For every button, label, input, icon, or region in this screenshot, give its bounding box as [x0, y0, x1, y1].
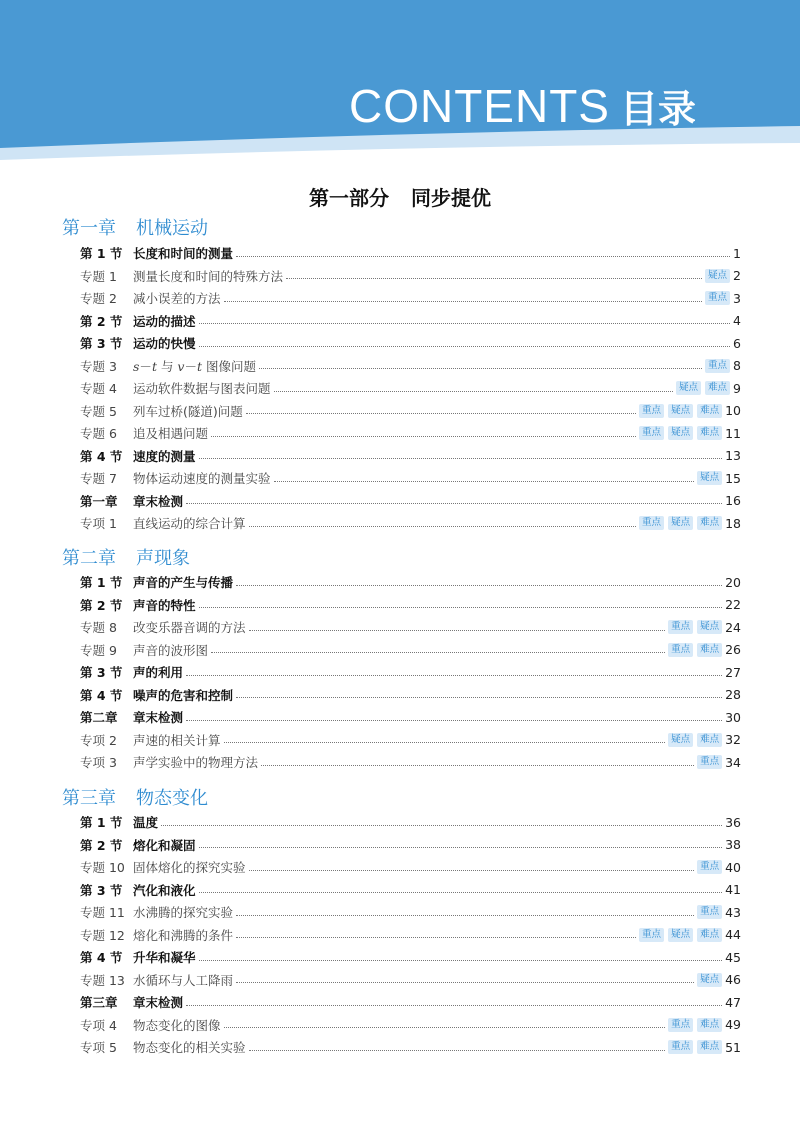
entry-number: 第二章	[80, 710, 118, 725]
toc-entry[interactable]	[80, 356, 741, 376]
entry-title: 改变乐器音调的方法	[133, 620, 246, 635]
dot-leader	[236, 585, 722, 586]
chapter-label: 第二章	[62, 548, 116, 569]
entry-number: 专题 1	[80, 268, 117, 284]
entry-tags	[697, 755, 722, 769]
page-number: 36	[725, 814, 741, 830]
page-number: 2	[733, 268, 741, 283]
entry-title: 声速的相关计算	[133, 732, 221, 748]
difficulty-tag: 重点	[639, 928, 664, 942]
difficulty-tag: 重点	[639, 516, 664, 530]
difficulty-tag: 疑点	[668, 404, 693, 418]
entry-number: 专题 4	[80, 381, 117, 396]
entry-title: 声音的波形图	[133, 642, 209, 658]
toc-entry[interactable]	[80, 423, 741, 443]
page-number: 28	[725, 687, 741, 702]
dot-leader	[249, 526, 637, 527]
page-number: 4	[733, 313, 741, 328]
page-number: 18	[725, 515, 741, 531]
entry-tags	[705, 359, 730, 373]
entry-tags	[705, 269, 730, 283]
page-number: 41	[725, 882, 741, 897]
entry-title: 声音的特性	[133, 597, 196, 613]
difficulty-tag: 重点	[668, 643, 693, 657]
difficulty-tag: 重点	[668, 1040, 693, 1054]
dot-leader	[161, 825, 722, 826]
difficulty-tag: 难点	[697, 733, 722, 747]
page-number: 9	[733, 380, 741, 396]
chapter-heading	[62, 784, 208, 810]
dot-leader	[199, 458, 723, 459]
entry-number: 第 3 节	[80, 336, 123, 351]
chapter-label: 第三章	[62, 788, 116, 809]
page-number: 10	[725, 403, 741, 418]
toc-entry[interactable]	[80, 970, 741, 990]
toc-entry[interactable]	[80, 707, 741, 727]
entry-tags	[668, 733, 722, 747]
entry-tags	[639, 516, 722, 530]
difficulty-tag: 难点	[697, 928, 722, 942]
entry-tags	[668, 1018, 722, 1032]
contents-title	[349, 78, 696, 133]
entry-number: 专项 2	[80, 732, 117, 748]
entry-title: s－t 与 v－t 图像问题	[133, 358, 257, 374]
page-number: 32	[725, 732, 741, 747]
page-number: 3	[733, 290, 741, 306]
difficulty-tag: 难点	[697, 404, 722, 418]
difficulty-tag: 疑点	[697, 973, 722, 987]
page-number: 45	[725, 949, 741, 965]
page-number: 26	[725, 642, 741, 657]
entry-title: 物态变化的相关实验	[133, 1040, 246, 1055]
dot-leader	[199, 892, 723, 893]
entry-tags	[639, 426, 722, 440]
dot-leader	[236, 915, 694, 916]
entry-title: 水沸腾的探究实验	[133, 905, 234, 920]
dot-leader	[259, 368, 702, 369]
toc-entry[interactable]	[80, 288, 741, 308]
toc-entry[interactable]	[80, 992, 741, 1012]
page-number: 15	[725, 470, 741, 486]
difficulty-tag: 难点	[697, 516, 722, 530]
difficulty-tag: 疑点	[697, 471, 722, 485]
dot-leader	[199, 847, 723, 848]
page-number: 44	[725, 927, 741, 942]
difficulty-tag: 重点	[705, 359, 730, 373]
page-number: 6	[733, 335, 741, 351]
toc-entry[interactable]	[80, 947, 741, 967]
entry-title: 章末检测	[133, 995, 184, 1010]
toc-entry[interactable]	[80, 640, 741, 660]
entry-title: 物态变化的图像	[133, 1017, 221, 1033]
dot-leader	[236, 697, 722, 698]
toc-entry[interactable]	[80, 378, 741, 398]
toc-entry[interactable]	[80, 243, 741, 263]
chapter-name: 声现象	[136, 548, 190, 569]
toc-entry[interactable]	[80, 401, 741, 421]
difficulty-tag: 疑点	[697, 620, 722, 634]
page-number: 16	[725, 493, 741, 508]
entry-tags	[697, 905, 722, 919]
page-number: 40	[725, 859, 741, 875]
entry-tags	[697, 471, 722, 485]
difficulty-tag: 难点	[705, 381, 730, 395]
difficulty-tag: 重点	[697, 755, 722, 769]
entry-tags	[639, 404, 722, 418]
entry-number: 专项 5	[80, 1040, 117, 1055]
entry-title: 熔化和沸腾的条件	[133, 927, 234, 943]
entry-number: 专题 10	[80, 860, 125, 875]
toc-entry[interactable]	[80, 835, 741, 855]
toc-entry[interactable]	[80, 468, 741, 488]
difficulty-tag: 疑点	[668, 928, 693, 942]
entry-number: 第 4 节	[80, 687, 123, 703]
page-number: 8	[733, 358, 741, 373]
toc-entry[interactable]	[80, 662, 741, 682]
entry-title: 熔化和凝固	[133, 837, 196, 853]
dot-leader	[274, 391, 674, 392]
dot-leader	[199, 323, 731, 324]
page-number: 11	[725, 425, 741, 441]
dot-leader	[236, 937, 636, 938]
entry-number: 第 2 节	[80, 313, 123, 329]
difficulty-tag: 难点	[697, 643, 722, 657]
difficulty-tag: 重点	[697, 905, 722, 919]
dot-leader	[261, 765, 694, 766]
toc-entry[interactable]	[80, 880, 741, 900]
entry-title: 速度的测量	[133, 448, 196, 464]
entry-title: 噪声的危害和控制	[133, 687, 234, 703]
entry-number: 专题 9	[80, 642, 117, 658]
entry-tags	[668, 620, 722, 634]
entry-title: 汽化和液化	[133, 882, 196, 898]
dot-leader	[236, 982, 694, 983]
toc-entry[interactable]	[80, 446, 741, 466]
page-number: 30	[725, 709, 741, 725]
toc-entry[interactable]	[80, 266, 741, 286]
entry-number: 专项 1	[80, 516, 117, 531]
entry-number: 第 1 节	[80, 575, 123, 590]
dot-leader	[249, 1050, 666, 1051]
toc-entry[interactable]	[80, 685, 741, 705]
entry-title: 声的利用	[133, 665, 184, 680]
difficulty-tag: 重点	[639, 426, 664, 440]
toc-entry[interactable]	[80, 1037, 741, 1057]
entry-title: 长度和时间的测量	[133, 246, 234, 261]
entry-tags	[697, 973, 722, 987]
entry-title: 追及相遇问题	[133, 426, 209, 441]
entry-title: 章末检测	[133, 493, 184, 509]
entry-number: 第一章	[80, 493, 118, 509]
entry-title: 减小误差的方法	[133, 291, 221, 306]
chapter-label: 第一章	[62, 218, 116, 239]
entry-number: 专题 2	[80, 291, 117, 306]
dot-leader	[186, 675, 722, 676]
page-number: 34	[725, 754, 741, 770]
dot-leader	[211, 436, 636, 437]
dot-leader	[224, 742, 666, 743]
toc-entry[interactable]	[80, 1015, 741, 1035]
entry-number: 专题 13	[80, 972, 125, 988]
entry-title: 温度	[133, 815, 159, 830]
page-number: 13	[725, 448, 741, 463]
part-name: 同步提优	[411, 186, 491, 210]
contents-title-zh: 目录	[619, 87, 696, 131]
dot-leader	[249, 870, 695, 871]
entry-number: 专项 3	[80, 755, 117, 770]
page-number: 47	[725, 994, 741, 1010]
entry-title: 物体运动速度的测量实验	[133, 471, 271, 486]
chapter-name: 机械运动	[136, 218, 208, 239]
entry-number: 第 1 节	[80, 815, 123, 830]
entry-number: 第 3 节	[80, 665, 123, 680]
entry-title: 升华和凝华	[133, 950, 196, 965]
difficulty-tag: 疑点	[668, 733, 693, 747]
toc-entry[interactable]	[80, 752, 741, 772]
entry-number: 第 4 节	[80, 950, 123, 965]
entry-title: 声学实验中的物理方法	[133, 755, 259, 770]
entry-title: 章末检测	[133, 710, 184, 725]
difficulty-tag: 疑点	[668, 516, 693, 530]
dot-leader	[186, 720, 722, 721]
entry-number: 第 4 节	[80, 448, 123, 464]
entry-number: 专题 12	[80, 927, 125, 943]
entry-tags	[668, 643, 722, 657]
difficulty-tag: 难点	[697, 1018, 722, 1032]
dot-leader	[236, 256, 730, 257]
difficulty-tag: 重点	[639, 404, 664, 418]
difficulty-tag: 重点	[697, 860, 722, 874]
dot-leader	[246, 413, 636, 414]
entry-title: 固体熔化的探究实验	[133, 860, 246, 875]
part-label: 第一部分	[309, 186, 389, 210]
entry-title: 直线运动的综合计算	[133, 516, 246, 531]
entry-title: 运动的快慢	[133, 336, 196, 351]
page-number: 38	[725, 837, 741, 852]
page-number: 51	[725, 1039, 741, 1055]
dot-leader	[199, 960, 723, 961]
dot-leader	[186, 503, 722, 504]
entry-number: 第 2 节	[80, 837, 123, 853]
entry-title: 列车过桥(隧道)问题	[133, 403, 243, 419]
toc-entry[interactable]	[80, 902, 741, 922]
chapter-heading	[62, 544, 190, 570]
difficulty-tag: 难点	[697, 1040, 722, 1054]
entry-number: 第 1 节	[80, 246, 123, 261]
toc-entry[interactable]	[80, 491, 741, 511]
dot-leader	[199, 607, 723, 608]
entry-number: 专题 8	[80, 620, 117, 635]
entry-number: 专题 5	[80, 403, 117, 419]
difficulty-tag: 重点	[705, 291, 730, 305]
difficulty-tag: 疑点	[668, 426, 693, 440]
entry-title: 声音的产生与传播	[133, 575, 234, 590]
page-number: 1	[733, 245, 741, 261]
dot-leader	[186, 1005, 722, 1006]
entry-number: 第 2 节	[80, 597, 123, 613]
entry-number: 第 3 节	[80, 882, 123, 898]
toc-entry[interactable]	[80, 857, 741, 877]
entry-number: 第三章	[80, 995, 118, 1010]
difficulty-tag: 重点	[668, 1018, 693, 1032]
header-banner	[0, 0, 800, 165]
page-number: 22	[725, 597, 741, 612]
entry-tags	[668, 1040, 722, 1054]
entry-title: 运动的描述	[133, 313, 196, 329]
entry-tags	[705, 291, 730, 305]
part-title	[0, 182, 800, 211]
entry-title: 测量长度和时间的特殊方法	[133, 268, 284, 284]
entry-tags	[676, 381, 730, 395]
page-number: 46	[725, 972, 741, 987]
dot-leader	[274, 481, 695, 482]
toc-entry[interactable]	[80, 812, 741, 832]
difficulty-tag: 疑点	[705, 269, 730, 283]
page-number: 27	[725, 664, 741, 680]
entry-number: 专题 11	[80, 905, 125, 920]
entry-tags	[697, 860, 722, 874]
dot-leader	[286, 278, 702, 279]
toc-entry[interactable]	[80, 730, 741, 750]
difficulty-tag: 重点	[668, 620, 693, 634]
difficulty-tag: 难点	[697, 426, 722, 440]
page-number: 20	[725, 574, 741, 590]
page-number: 43	[725, 904, 741, 920]
toc-entry[interactable]	[80, 513, 741, 533]
chapter-heading	[62, 214, 208, 240]
contents-title-en: CONTENTS	[348, 80, 610, 132]
entry-title: 水循环与人工降雨	[133, 972, 234, 988]
toc-entry[interactable]	[80, 333, 741, 353]
toc-entry[interactable]	[80, 617, 741, 637]
toc-entry[interactable]	[80, 595, 741, 615]
entry-number: 专项 4	[80, 1017, 117, 1033]
entry-title: 运动软件数据与图表问题	[133, 381, 271, 396]
toc-entry[interactable]	[80, 925, 741, 945]
entry-number: 专题 7	[80, 471, 117, 486]
toc-entry[interactable]	[80, 311, 741, 331]
difficulty-tag: 疑点	[676, 381, 701, 395]
entry-tags	[639, 928, 722, 942]
toc-entry[interactable]	[80, 572, 741, 592]
dot-leader	[224, 1027, 666, 1028]
dot-leader	[224, 301, 703, 302]
entry-number: 专题 6	[80, 426, 117, 441]
dot-leader	[199, 346, 731, 347]
dot-leader	[249, 630, 666, 631]
entry-number: 专题 3	[80, 358, 117, 374]
dot-leader	[211, 652, 665, 653]
chapter-name: 物态变化	[136, 788, 208, 809]
page-number: 49	[725, 1017, 741, 1032]
page-number: 24	[725, 619, 741, 635]
